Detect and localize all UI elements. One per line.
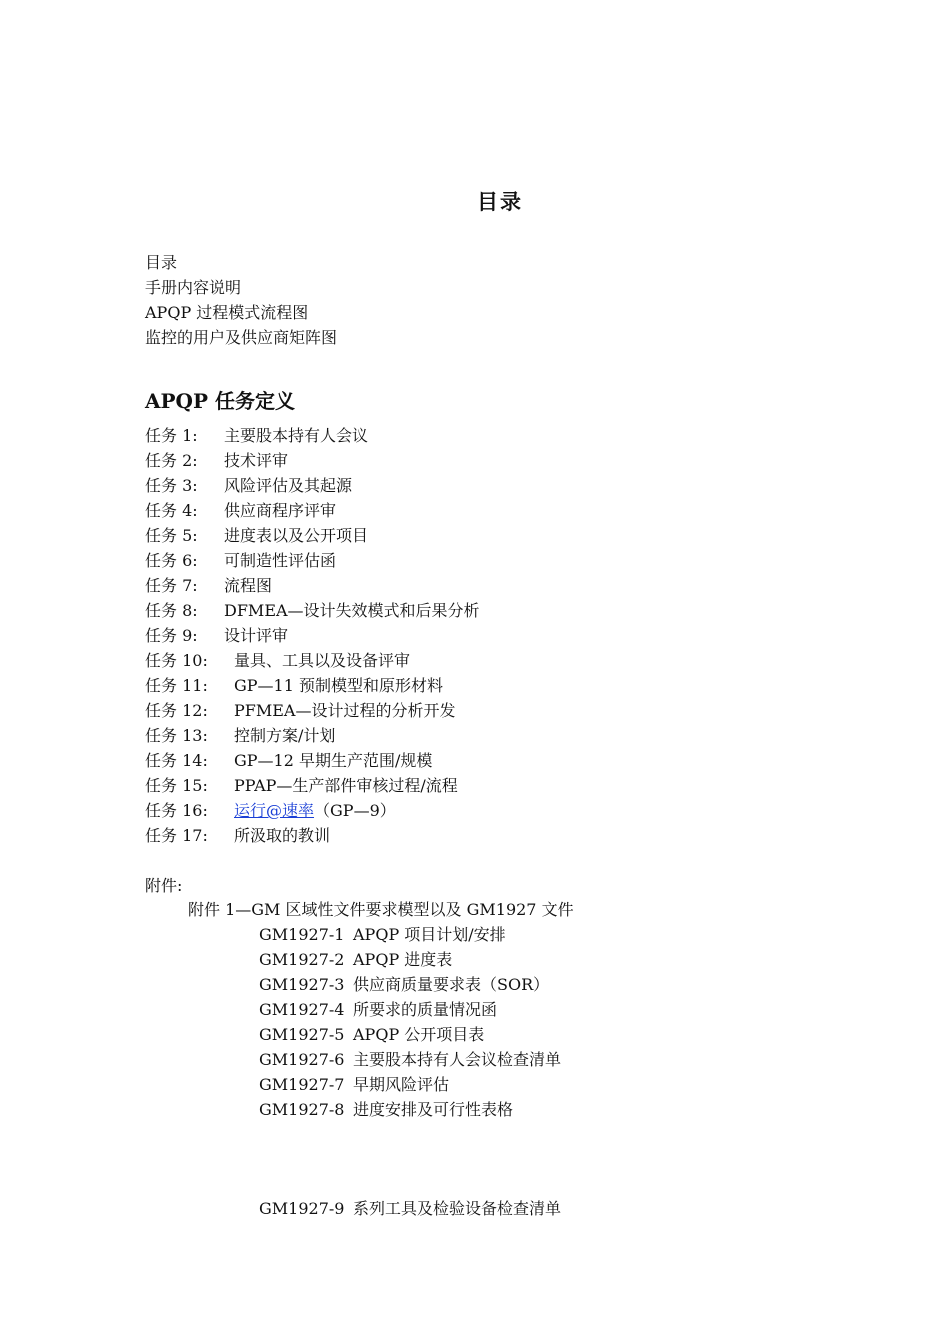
task-item: [145, 423, 480, 448]
task-item: [145, 498, 480, 523]
gm-code: GM1927-3: [259, 975, 345, 994]
task-item: [145, 448, 480, 473]
gm-item: [259, 1072, 561, 1097]
task-number: 任务 9:: [145, 626, 198, 645]
gm-document-list: [259, 922, 561, 1122]
toc-list: [145, 250, 337, 350]
gm-item: [259, 1097, 561, 1122]
gm-code: GM1927-6: [259, 1050, 345, 1069]
gm-text: 主要股本持有人会议检查清单: [353, 1050, 562, 1069]
task-item: [145, 823, 480, 848]
page-title: 目录: [477, 189, 523, 214]
task-item: [145, 598, 480, 623]
task-item: [145, 723, 480, 748]
gm-item: [259, 1196, 561, 1219]
task-item: [145, 473, 480, 498]
task-text: 风险评估及其起源: [224, 476, 353, 495]
gm-code: GM1927-4: [259, 1000, 345, 1019]
toc-item: APQP 过程模式流程图: [145, 303, 309, 322]
task-text: GP—11 预制模型和原形材料: [234, 676, 443, 695]
task-number: 任务 7:: [145, 576, 198, 595]
gm-text: APQP 公开项目表: [353, 1025, 485, 1044]
task-text: DFMEA—设计失效模式和后果分析: [224, 601, 480, 620]
gm-code: GM1927-7: [259, 1075, 345, 1094]
task-text: 流程图: [224, 576, 273, 595]
task-number: 任务 3:: [145, 476, 198, 495]
task-text: 技术评审: [224, 451, 289, 470]
task-item: [145, 798, 480, 823]
task-item: [145, 698, 480, 723]
task-number: 任务 11:: [145, 676, 208, 695]
task-text: GP—12 早期生产范围/规模: [234, 751, 433, 770]
task-text: 主要股本持有人会议: [224, 426, 369, 445]
gm-item: [259, 1047, 561, 1072]
task-item: [145, 523, 480, 548]
gm-code: GM1927-5: [259, 1025, 345, 1044]
task-number: 任务 15:: [145, 776, 208, 795]
gm-text: 供应商质量要求表（SOR）: [353, 975, 550, 994]
task-number: 任务 4:: [145, 501, 198, 520]
gm-text: 所要求的质量情况函: [353, 1000, 498, 1019]
task-text: 供应商程序评审: [224, 501, 337, 520]
attachment-main: 附件 1—GM 区域性文件要求模型以及 GM1927 文件: [188, 900, 574, 919]
task-number: 任务 13:: [145, 726, 208, 745]
task-text: 量具、工具以及设备评审: [234, 651, 411, 670]
task-number: 任务 10:: [145, 651, 208, 670]
gm-text: APQP 项目计划/安排: [353, 925, 506, 944]
task-item: [145, 623, 480, 648]
gm-code: GM1927-1: [259, 925, 345, 944]
gm-item: [259, 947, 561, 972]
gm-text: 系列工具及检验设备检查清单: [353, 1199, 562, 1218]
task-number: 任务 8:: [145, 601, 198, 620]
gm-code: GM1927-9: [259, 1199, 345, 1218]
gm-text: APQP 进度表: [353, 950, 453, 969]
task-text: PPAP—生产部件审核过程/流程: [234, 776, 458, 795]
task-text: 所汲取的教训: [234, 826, 331, 845]
task-number: 任务 12:: [145, 701, 208, 720]
run-at-rate-link[interactable]: 运行@速率: [234, 801, 315, 820]
gm-item: [259, 972, 561, 997]
task-number: 任务 5:: [145, 526, 198, 545]
task-text: 可制造性评估函: [224, 551, 337, 570]
task-text: 控制方案/计划: [234, 726, 336, 745]
gm-item: [259, 1022, 561, 1047]
gm-item: [259, 922, 561, 947]
task-number: 任务 16:: [145, 801, 208, 820]
gm-code: GM1927-8: [259, 1100, 345, 1119]
task-item: [145, 773, 480, 798]
task-number: 任务 14:: [145, 751, 208, 770]
task-item: [145, 573, 480, 598]
task-text: 设计评审: [224, 626, 289, 645]
gm-code: GM1927-2: [259, 950, 345, 969]
task-number: 任务 2:: [145, 451, 198, 470]
task-number: 任务 17:: [145, 826, 208, 845]
section-heading: APQP 任务定义: [145, 389, 295, 413]
task-item: [145, 673, 480, 698]
task-item: [145, 648, 480, 673]
gm-text: 进度安排及可行性表格: [353, 1100, 514, 1119]
gm-item: [259, 997, 561, 1022]
gm-text: 早期风险评估: [353, 1075, 450, 1094]
task-text: PFMEA—设计过程的分析开发: [234, 701, 456, 720]
toc-item: 监控的用户及供应商矩阵图: [145, 328, 338, 347]
task-number: 任务 1:: [145, 426, 198, 445]
task-number: 任务 6:: [145, 551, 198, 570]
toc-item: 手册内容说明: [145, 278, 242, 297]
toc-item: 目录: [145, 253, 178, 272]
task-item: [145, 748, 480, 773]
task-item: [145, 548, 480, 573]
attachments-label: 附件:: [145, 876, 183, 895]
task-list: [145, 423, 480, 848]
task-text: 进度表以及公开项目: [224, 526, 369, 545]
task-text: （GP—9）: [314, 801, 396, 820]
